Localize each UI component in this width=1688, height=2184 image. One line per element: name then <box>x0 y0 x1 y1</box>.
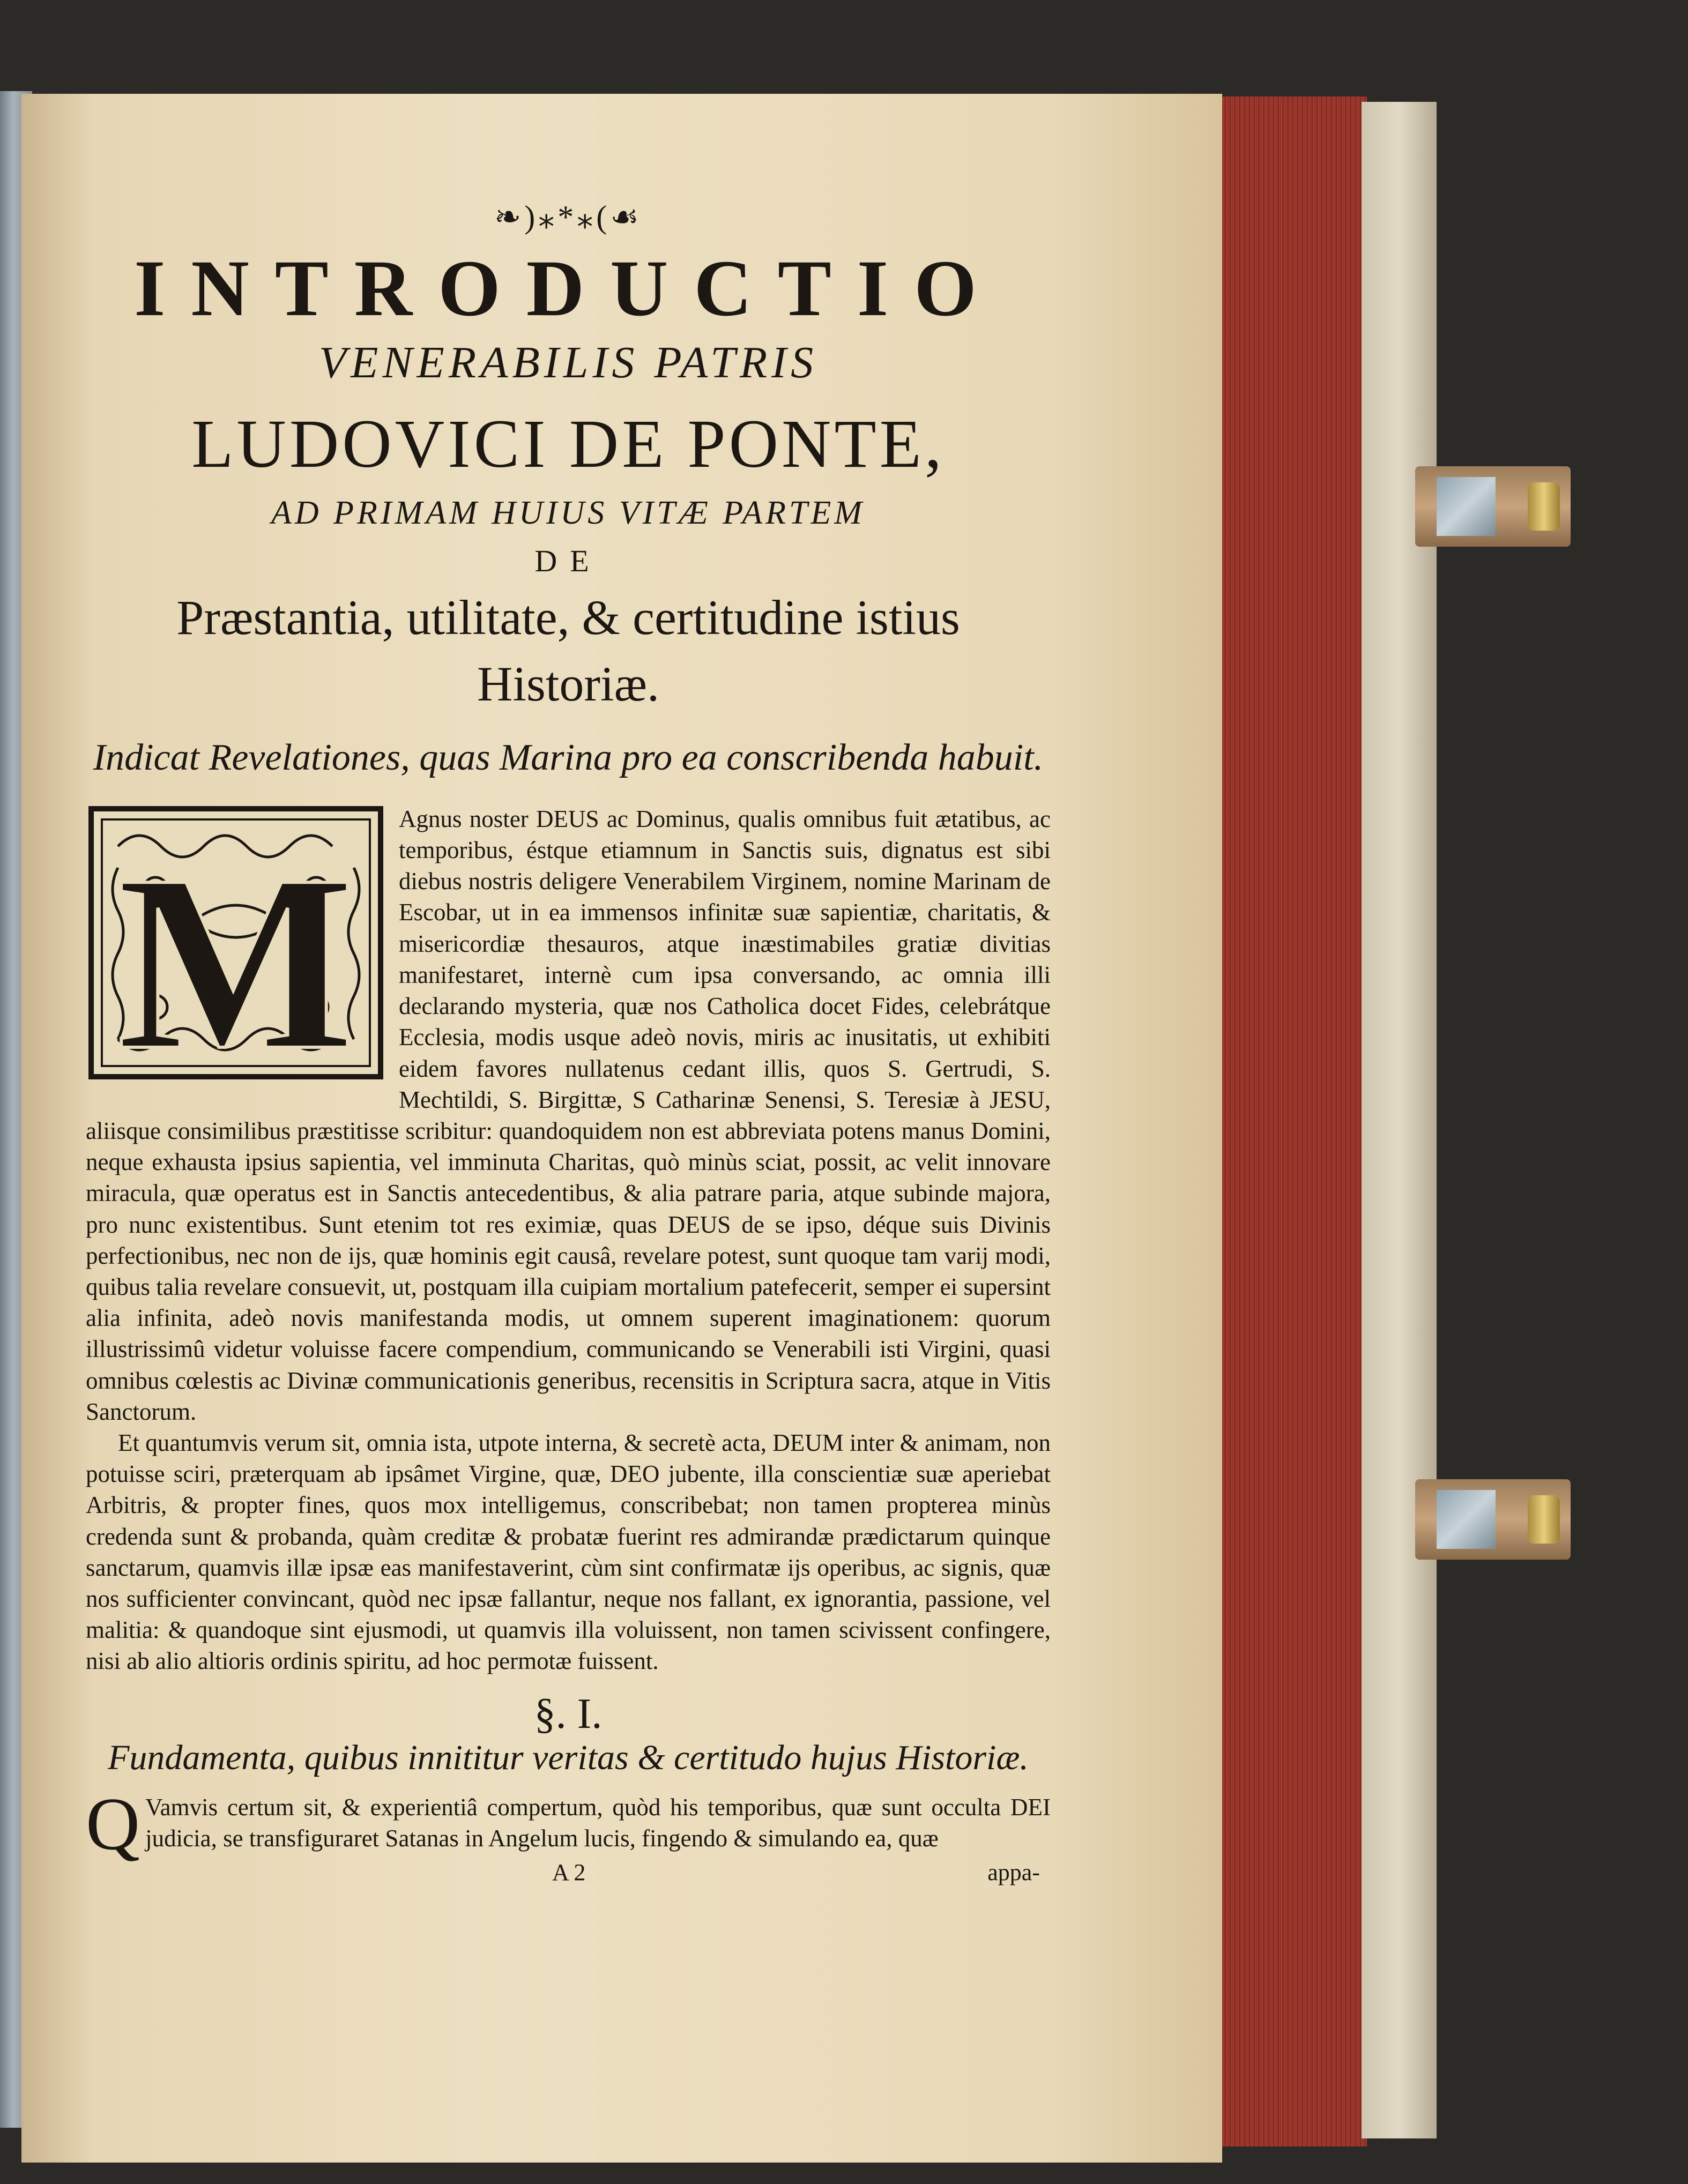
clasp-plate <box>1437 1490 1496 1549</box>
paragraph-2: Et quantumvis verum sit, omnia ista, utpote interna, & secretè acta, DEUM inter & animam, non potuisse sciri, præterquam ab ipsâmet Virgine, quæ, DEO jubente, illa conscientiæ suæ aperiebat Arbitris, & propter fines, quos mox intelligemus, conscribebat; non tamen propterea minùs credenda sunt & probanda, quàm creditæ & probatæ fuerint res admirandæ prædictarum quinque sanctarum, quamvis illæ ipsæ eas manifestaverint, cùm sint confirmatæ ijs operibus, ac signis, quæ nos sufficienter convincant, quòd nec ipsæ fallantur, neque nos fallant, ex ignorantia, passione, vel malitia: & quandoque sint ejusmodi, ut quamvis illa voluissent, non tamen scivissent confingere, nisi ab alio altioris ordinis spiritu, ad hoc permotæ fuissent. <box>86 1429 1051 1675</box>
body-text <box>86 803 1051 1889</box>
clasp-pin <box>1528 1495 1560 1544</box>
section-mark: §. I. <box>534 1690 603 1738</box>
author-line: LUDOVICI DE PONTE, <box>191 405 945 482</box>
ad-primam-line: AD PRIMAM HUIUS VITÆ PARTEM <box>271 494 865 531</box>
paragraph-1: Agnus noster DEUS ac Dominus, qualis omnibus fuit ætatibus, ac temporibus, éstque etiamnum in Sanctis suis, dignatus est sibi diebus nostris deligere Venerabilem Virginem, nomine Marinam de Escobar, ut in ea immensos infinitæ suæ sapientiæ, charitatis, & misericordiæ thesauros, atque inæstimabiles gratiæ divitias manifestaret, internè cum ipsa conversando, ac omnia illi declarando mysteria, quæ nos Catholica docet Fides, celebrátque Ecclesia, modis usque adeò novis, miris ac inusitatis, ut exhibiti eidem favores nullatenus cedant illis, quos S. Gertrudi, S. Mechtildi, S. Birgittæ, S Catharinæ Senensi, S. Teresiæ à JESU, aliisque consimilibus præstitisse scribitur: quandoquidem non est abbreviata potens manus Domini, neque exhausta ipsius sapientia, vel imminuta Charitas, quò minùs sciat, possit, ac velit innovare miracula, quæ operatus est in Sanctis antecedentibus, & alia patrare paria, atque subinde majora, pro nunc existentibus. Sunt etenim tot res eximiæ, quas DEUS de se ipso, déque suis Divinis perfectionibus, nec non de ijs, quæ hominis egit causâ, revelare potest, sunt quoque tam varij modi, quibus talia revelare consuevit, ut, postquam illa cuipiam mortalium patefecerit, semper ei supersint alia infinita, adeò novis manifestanda modis, ut omnem superent imaginationem: quorum illustrissimû videtur voluisse facere compendium, communicando se Venerabili isti Virgini, quasi omnibus cœlestis ac Divinæ communicationis generibus, recensitis in Scriptura sacra, atque in Vitis Sanctorum. <box>86 805 1051 1425</box>
signature-mark: A 2 <box>552 1859 586 1885</box>
upper-clasp <box>1415 466 1571 547</box>
subtitle: VENERABILIS PATRIS <box>318 337 818 387</box>
indicat-line: Indicat Revelationes, quas Marina pro ea conscribenda habuit. <box>93 736 1044 778</box>
catchword: appa- <box>987 1859 1040 1885</box>
lower-clasp <box>1415 1479 1571 1560</box>
initial-letter: M <box>117 822 355 1082</box>
ornamental-initial-m <box>86 803 386 1082</box>
clasp-plate <box>1437 477 1496 536</box>
clasp-pin <box>1528 482 1560 531</box>
section-paragraph <box>86 1782 1051 1866</box>
page-title: INTRODUCTIO <box>134 244 1002 333</box>
red-page-edges <box>1222 96 1367 2146</box>
head-ornament: ❧)⁎*⁎(☙ <box>494 199 643 235</box>
page-footer <box>86 1857 1051 1889</box>
decorated-initial-graphic <box>86 803 386 1082</box>
book-cover-edge <box>1362 102 1437 2138</box>
subject-heading: Præstantia, utilitate, & certitudine istius Historiæ. <box>176 590 960 711</box>
section-paragraph-text: Vamvis certum sit, & experientiâ compertum, quòd his temporibus, quæ sunt occulta DEI judicia, se transfiguraret Satanas in Angelum lucis, fingendo & simulando ea, quæ <box>145 1793 1051 1852</box>
section-initial-q: Q <box>86 1782 140 1866</box>
de-line: DE <box>534 543 602 578</box>
page-text <box>86 198 1051 1889</box>
section-title: Fundamenta, quibus innititur veritas & certitudo hujus Historiæ. <box>108 1738 1029 1777</box>
